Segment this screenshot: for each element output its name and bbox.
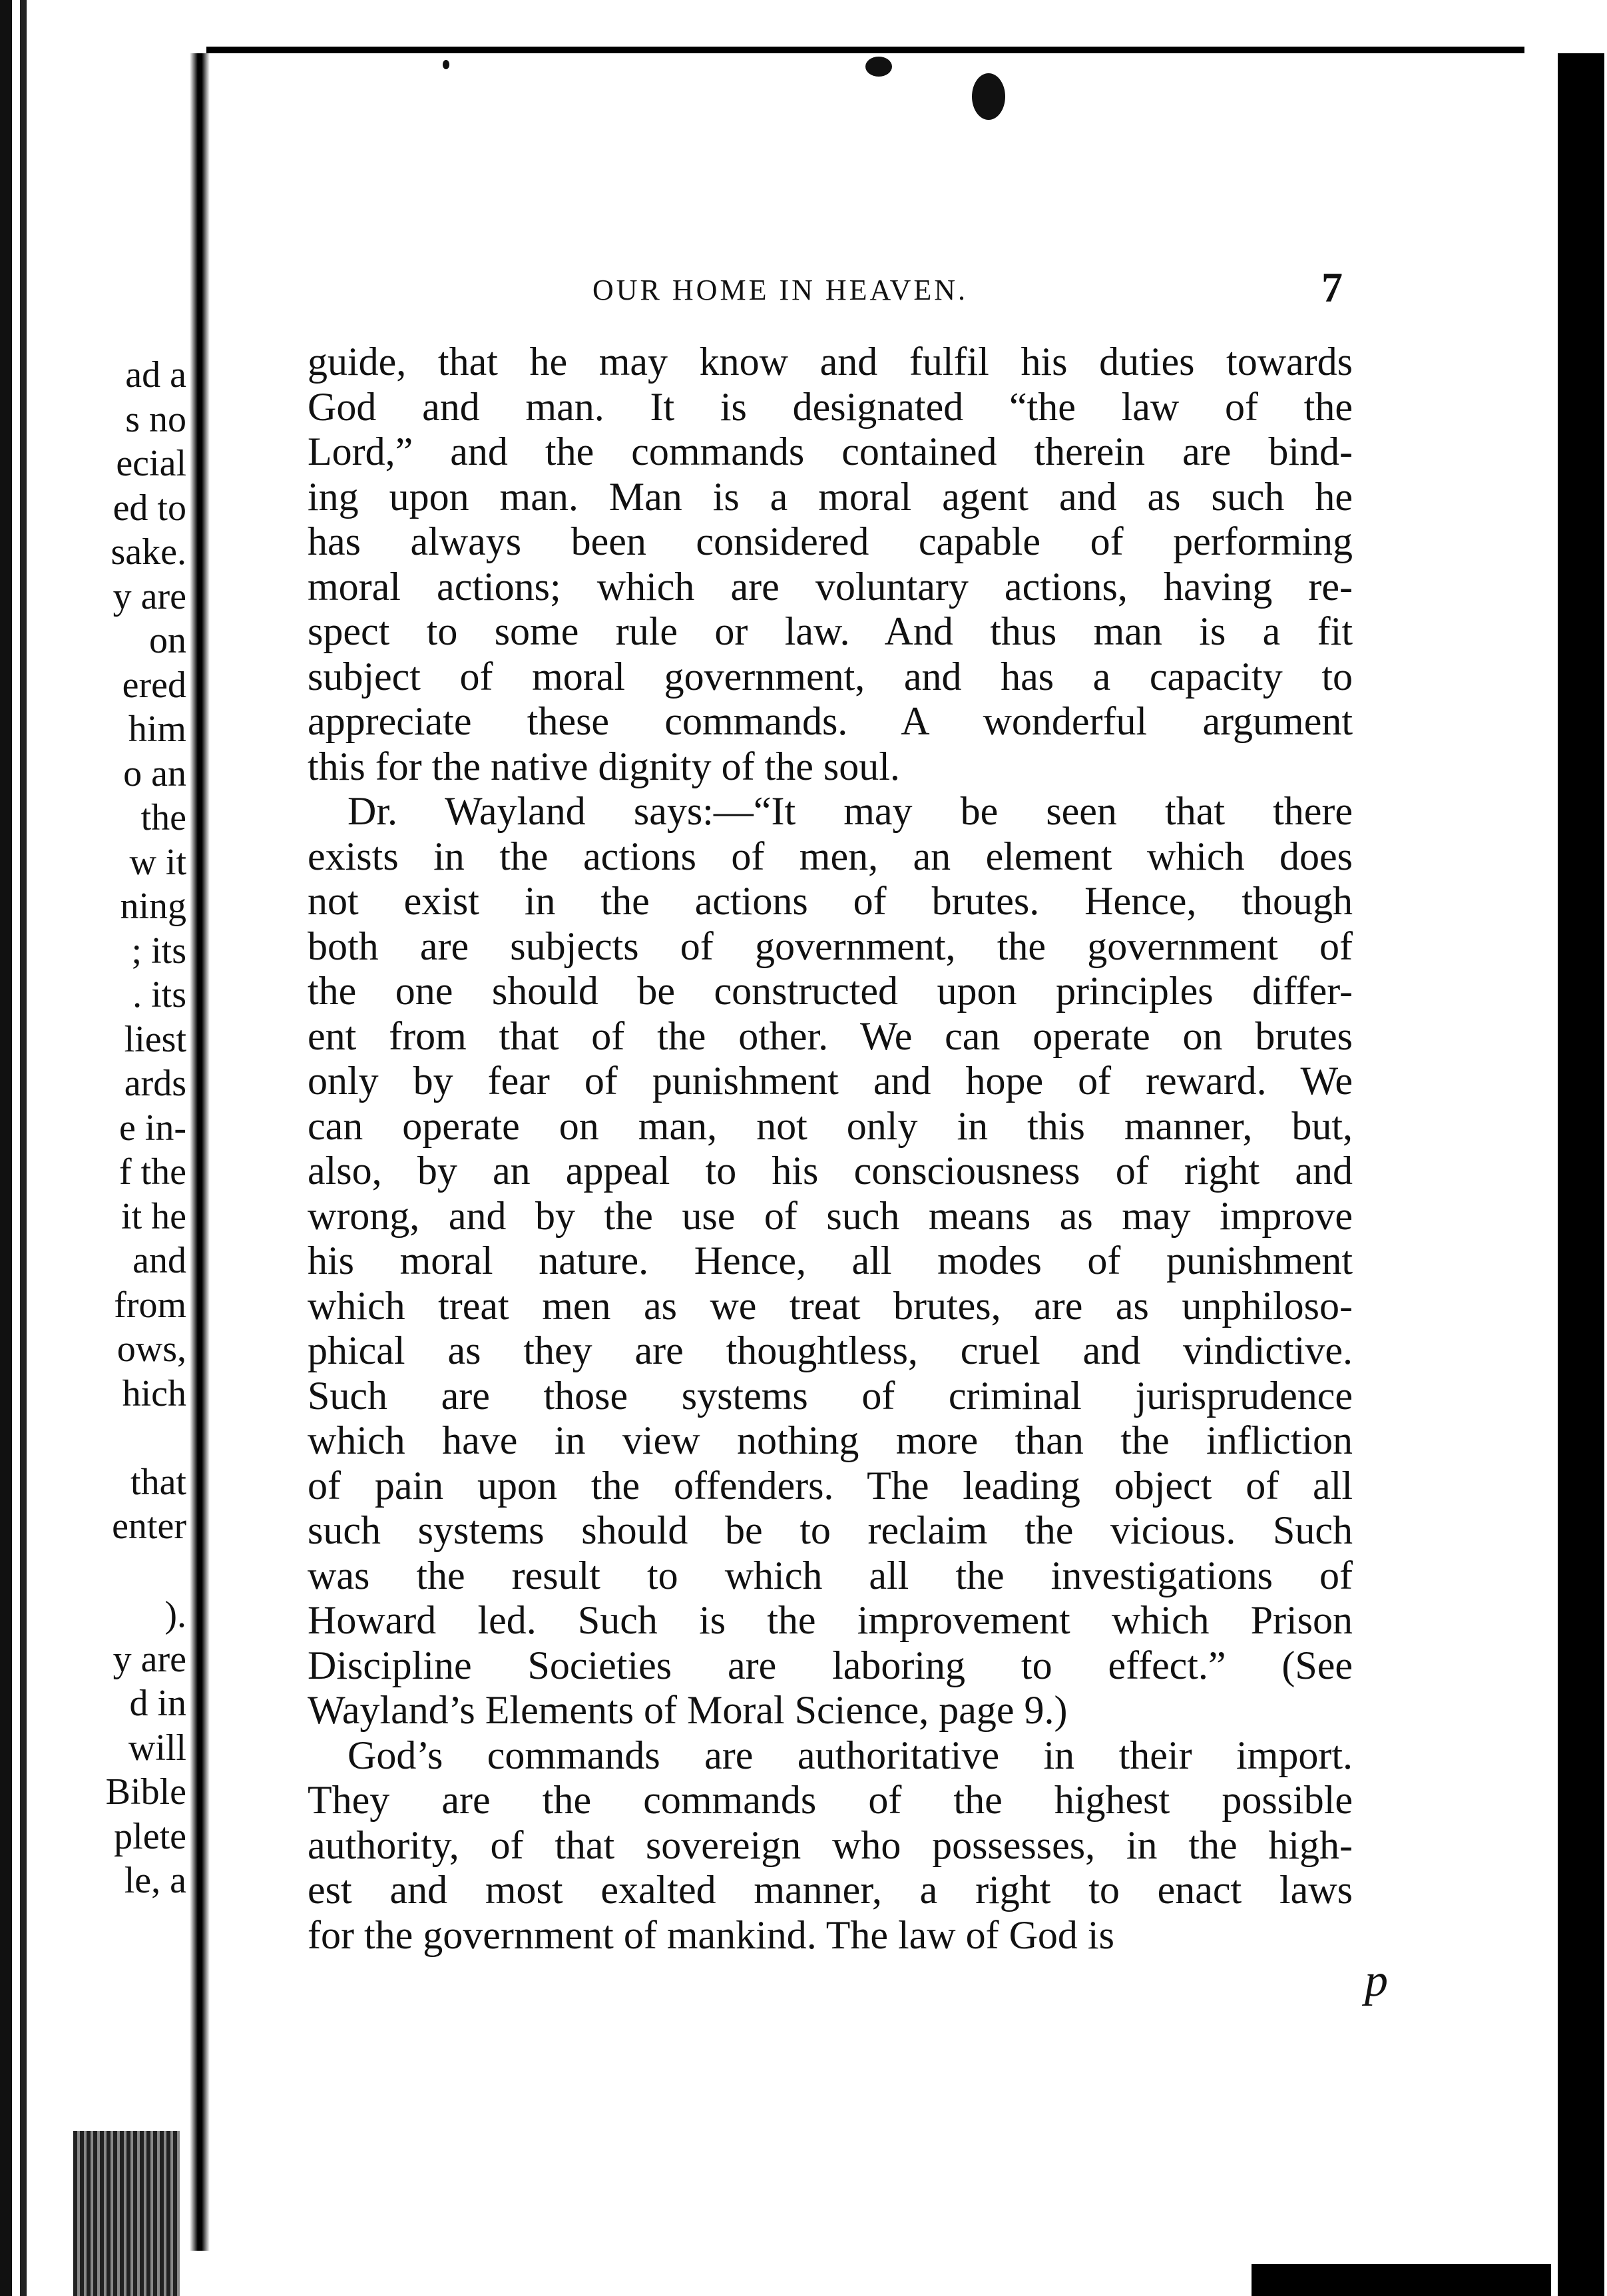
facing-page-line: that — [130, 1461, 186, 1503]
text-line: not exist in the actions of brutes. Hence, though — [308, 879, 1353, 923]
ink-stain — [865, 57, 892, 77]
facing-page-line: s no — [125, 398, 186, 440]
page-body — [308, 340, 1353, 1958]
text-line: wrong, and by the use of such means as may improve — [308, 1193, 1353, 1238]
facing-page-line: le, a — [124, 1860, 186, 1901]
text-line: of pain upon the offenders. The leading object of all — [308, 1463, 1353, 1508]
binding-texture — [73, 2131, 180, 2296]
text-line: phical as they are thoughtless, cruel and vindictive. — [308, 1328, 1353, 1372]
facing-page-line: from — [114, 1284, 186, 1326]
running-header: OUR HOME IN HEAVEN. — [592, 274, 969, 306]
text-line: God’s commands are authoritative in their import. — [347, 1733, 1353, 1777]
facing-page-line: ered — [122, 664, 186, 706]
text-line: appreciate these commands. A wonderful argument — [308, 699, 1353, 743]
text-line: also, by an appeal to his consciousness of right and — [308, 1149, 1353, 1193]
ink-stain — [972, 73, 1005, 120]
facing-page-line: ad a — [125, 354, 186, 396]
margin-note: p — [1365, 1955, 1388, 2006]
text-line: God and man. It is designated “the law of the — [308, 384, 1353, 429]
text-line: for the government of mankind. The law of God is — [308, 1912, 1114, 1957]
text-line: both are subjects of government, the government of — [308, 924, 1353, 968]
facing-page-line: d in — [129, 1683, 186, 1724]
text-line: They are the commands of the highest possible — [308, 1778, 1353, 1822]
facing-page-line: enter — [112, 1506, 186, 1547]
facing-page-line: it he — [121, 1195, 186, 1237]
page-right-border — [1558, 53, 1604, 2296]
facing-page-line: sake. — [111, 531, 186, 573]
facing-page-line: . its — [132, 974, 186, 1015]
book-gutter — [190, 53, 210, 2251]
text-line: exists in the actions of men, an element which does — [308, 834, 1353, 878]
text-line: ent from that of the other. We can operate on brutes — [308, 1013, 1353, 1058]
facing-page-line: o an — [123, 752, 186, 794]
text-line: such systems should be to reclaim the vicious. Such — [308, 1508, 1353, 1552]
text-line: Such are those systems of criminal jurisprudence — [308, 1373, 1353, 1418]
text-line: Lord,” and the commands contained therein are bind- — [308, 430, 1353, 473]
text-line: guide, that he may know and fulfil his duties towards — [308, 340, 1353, 384]
facing-page-line: liest — [124, 1018, 186, 1060]
text-line: was the result to which all the investigations of — [308, 1553, 1353, 1597]
facing-page-line: ows, — [116, 1328, 186, 1370]
facing-page-line: ; its — [131, 930, 186, 972]
facing-page-line: ning — [120, 886, 186, 927]
text-line: which treat men as we treat brutes, are as unphiloso- — [308, 1283, 1353, 1328]
text-line: his moral nature. Hence, all modes of punishment — [308, 1239, 1353, 1283]
facing-page-line: f the — [118, 1151, 186, 1193]
text-line: est and most exalted manner, a right to enact laws — [308, 1868, 1353, 1912]
facing-page-line: and — [132, 1240, 186, 1281]
facing-page-line: ed to — [113, 487, 186, 529]
facing-page-line: plete — [114, 1815, 186, 1857]
text-line: subject of moral government, and has a capacity to — [308, 654, 1353, 699]
facing-page-line: e in- — [118, 1107, 186, 1149]
page-bottom-shadow — [1252, 2264, 1551, 2296]
text-line: spect to some rule or law. And thus man is a fit — [308, 609, 1353, 653]
text-line: this for the native dignity of the soul. — [308, 744, 900, 788]
facing-page-line: the — [140, 797, 186, 838]
text-line: ing upon man. Man is a moral agent and as such he — [308, 474, 1353, 519]
facing-page-line: ards — [124, 1063, 186, 1104]
facing-page-line: him — [128, 709, 186, 750]
page-top-border — [206, 47, 1524, 53]
facing-page-line: ecial — [116, 443, 186, 484]
facing-page-line: will — [128, 1727, 186, 1769]
text-line: can operate on man, not only in this manner, but, — [308, 1103, 1353, 1148]
text-line: only by fear of punishment and hope of reward. We — [308, 1059, 1353, 1103]
facing-page-line: hich — [122, 1372, 186, 1414]
facing-page-line: ). — [164, 1594, 186, 1635]
text-line: Howard led. Such is the improvement which Prison — [308, 1598, 1353, 1642]
text-line: authority, of that sovereign who possesses, in the high- — [308, 1823, 1353, 1867]
text-line: Dr. Wayland says:—“It may be seen that there — [347, 789, 1353, 833]
facing-page-fragment — [0, 0, 193, 2296]
facing-page-line: y are — [113, 575, 186, 617]
facing-page-line: y are — [113, 1638, 186, 1680]
text-line: moral actions; which are voluntary actions, having re- — [308, 564, 1353, 609]
page-number: 7 — [1321, 264, 1343, 311]
text-line: which have in view nothing more than the infliction — [308, 1418, 1353, 1462]
text-line: Wayland’s Elements of Moral Science, page 9.) — [308, 1688, 1068, 1732]
text-line: the one should be constructed upon principles differ- — [308, 969, 1353, 1013]
text-line: Discipline Societies are laboring to effect.” (See — [308, 1643, 1353, 1687]
facing-page-line: Bible — [105, 1771, 186, 1813]
text-line: has always been considered capable of performing — [308, 519, 1353, 563]
facing-page-line: on — [149, 620, 186, 661]
facing-page-line: w it — [129, 841, 186, 883]
ink-stain — [443, 60, 449, 69]
